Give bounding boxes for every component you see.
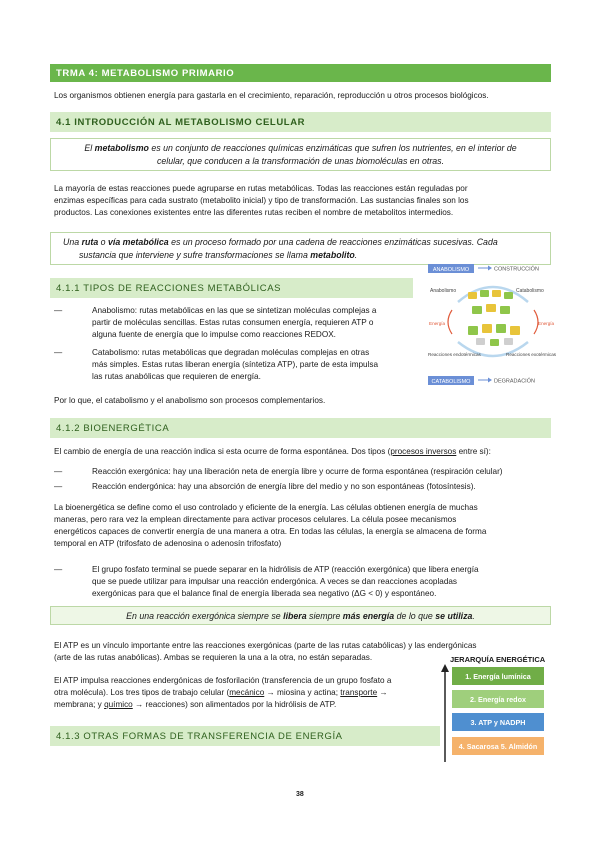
dash-marker: — (54, 348, 63, 357)
hierarchy-item: 1. Energía lumínica (452, 667, 544, 685)
catabolismo-bullet: — Catabolismo: rutas metabólicas que degradan moléculas complejas en otras más simples. Estas rutas liberan energía (síntetiza ATP), parte de esta impulsa las rutas anabólicas que requieren de energía. (54, 348, 379, 381)
anabolismo-small-label: Anabolismo (430, 288, 457, 294)
section-4-1-2-title: 4.1.2 BIOENERGÉTICA (56, 422, 170, 434)
degradacion-label: DEGRADACIÓN (494, 378, 535, 385)
bioenergetics-paragraph: La bioenergética se define como el uso controlado y eficiente de la energía. Las células obtienen energía de muchas maneras, pero rara vez la emplean directamente para activar procesos celulares. La célula posee mecanismos energéticos capaces de convertir energía de una manera a otra. En todas las células, la energía se almacena de forma temporal en ATP (trifosfato de adenosina o adenosín trifosfato) (54, 503, 487, 548)
anabolismo-label: ANABOLISMO (432, 267, 470, 273)
catabolismo-label: CATABOLISMO (431, 379, 471, 385)
hierarchy-title: JERARQUÍA ENERGÉTICA (450, 655, 546, 664)
quimico-term: químico (104, 700, 133, 709)
phosphate-bullet: — El grupo fosfato terminal se puede separar en la hidrólisis de ATP (reacción exergónica) que libera energía que se puede utilizar para impulsar una reacción endergónica. A veces se dan reacciones acopladas exergónicas para que el balance final de energía liberada sea negativo (ΔG < 0) y espontáneo. (54, 565, 479, 598)
mecanico-term: mecánico (229, 688, 265, 697)
page-number: 38 (296, 791, 304, 798)
energy-arc-left (448, 310, 452, 334)
energia-right-label: Energía (538, 321, 555, 326)
hierarchy-item: 3. ATP y NADPH (452, 713, 544, 731)
transporte-term: transporte (340, 688, 378, 697)
atp-link-paragraph: El ATP es un vínculo importante entre las reacciones exergónicas (parte de las rutas catabólicas) y las endergónicas (arte de las rutas anabólicas). Ambas se requieren la una a la otra, no están separadas. (54, 641, 477, 662)
energy-change-paragraph: El cambio de energía de una reacción indica si esta ocurre de forma espontánea. Dos tipos (procesos inversos entre sí): (54, 447, 491, 456)
section-4-1-title: 4.1 INTRODUCCIÓN AL METABOLISMO CELULAR (56, 116, 306, 128)
hierarchy-item: 4. Sacarosa 5. Almidón (452, 737, 544, 755)
callout2-line-1: Una ruta o vía metabólica es un proceso formado por una cadena de reacciones enzimáticas sucesivas. Cada (63, 237, 498, 247)
section-4-1-2-heading (50, 418, 551, 438)
anabolismo-bullet: — Anabolismo: rutas metabólicas en las que se sintetizan moléculas complejas a partir de moléculas sencillas. Estas rutas consumen energía, requieren ATP o alguna fuente de energía que lo impulse como reacciones REDOX. (54, 306, 377, 339)
section-4-1-1-title: 4.1.1 TIPOS DE REACCIONES METABÓLICAS (56, 282, 282, 294)
construccion-label: CONSTRUCCIÓN (494, 266, 539, 273)
section-4-1-1-heading (50, 278, 413, 298)
dash-marker: — (54, 467, 63, 476)
term-metabolismo: metabolismo (94, 143, 149, 153)
exotermicas-label: Reacciones exotérmicas (506, 352, 557, 357)
chapter-title: TRMA 4: METABOLISMO PRIMARIO (56, 67, 235, 79)
hierarchy-arrow (440, 664, 450, 764)
metabolism-cycle-figure (428, 262, 558, 390)
metabolism-cycle-illustration (428, 262, 558, 390)
callout-line-1: El metabolismo es un conjunto de reacciones químicas enzimáticas que sufren los nutrientes, en el interior de (84, 143, 517, 153)
section-4-1-3-title: 4.1.3 OTRAS FORMAS DE TRANSFERENCIA DE ENERGÍA (56, 730, 343, 742)
catabolismo-small-label: Catabolismo (516, 288, 544, 294)
hierarchy-item: 2. Energía redox (452, 690, 544, 708)
endergonic-bullet: — Reacción endergónica: hay una absorción de energía libre del medio y no son espontáneas (fotosíntesis). (54, 482, 476, 491)
metabolic-routes-paragraph: La mayoría de estas reacciones puede agruparse en rutas metabólicas. Todas las reacciones están reguladas por enzimas específicas para cada sustrato (metabolito inicial) y tipo de transformación. Las sustancias finales son los productos. Las conexiones existentes entre las diferentes rutas reciben el nombre de metabolitos intermedios. (54, 184, 469, 217)
dash-marker: — (54, 565, 63, 574)
energia-left-label: Energía (429, 321, 446, 326)
chapter-title-band (50, 64, 551, 82)
complementary-processes-text: Por lo que, el catabolismo y el anabolismo son procesos complementarios. (54, 396, 326, 405)
metabolism-definition-callout (50, 138, 551, 171)
endotermicas-label: Reacciones endotérmicas (428, 352, 481, 357)
dash-marker: — (54, 482, 63, 491)
procesos-inversos-term: procesos inversos (390, 447, 457, 456)
dash-marker: — (54, 306, 63, 315)
callout-line-2: celular, que conducen a la transformación de unas biomoléculas en otras. (156, 155, 445, 166)
exergonic-callout: En una reacción exergónica siempre se libera siempre más energía de lo que se utiliza. (50, 606, 551, 625)
callout2-line-2: sustancia que interviene y sufre transformaciones se llama metabolito. (79, 249, 358, 260)
atp-work-paragraph: El ATP impulsa reacciones endergónicas de fosforilación (transferencia de un grupo fosfato a otra molécula). Los tres tipos de trabajo celular (mecánico → miosina y actina; transporte → membrana; y químico → reacciones) son alimentados por la hidrólisis de ATP. (54, 676, 392, 709)
exergonic-bullet: — Reacción exergónica: hay una liberación neta de energía libre y ocurre de forma espontánea (respiración celular) (54, 467, 503, 476)
route-definition-callout (50, 232, 551, 265)
section-4-1-3-heading (50, 726, 440, 746)
section-4-1-heading (50, 112, 551, 132)
intro-paragraph: Los organismos obtienen energía para gastarla en el crecimiento, reparación, reproducción u otros procesos biológicos. (54, 91, 489, 100)
